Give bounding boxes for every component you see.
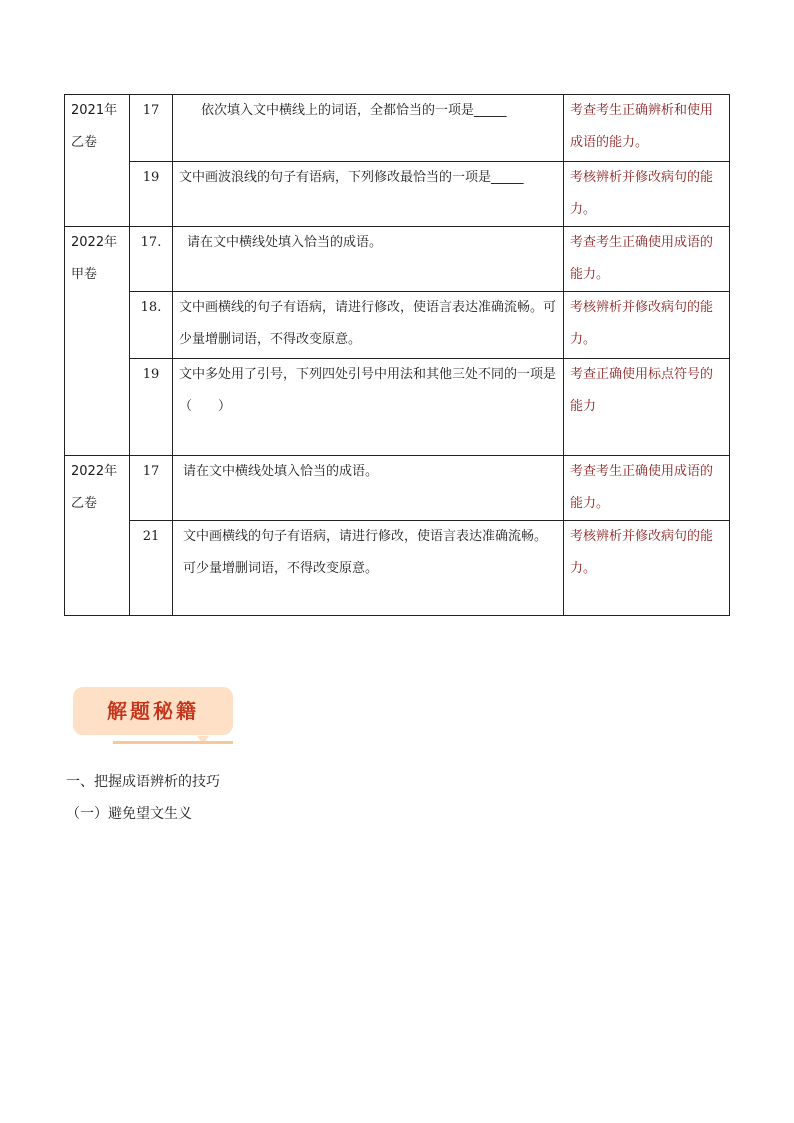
question-number: 21 [130, 521, 173, 616]
subsection-title: （一）避免望文生义 [66, 806, 192, 822]
paper-label: 乙卷 [71, 496, 98, 511]
year-label: 2022年 [71, 464, 118, 479]
table-row [65, 292, 730, 359]
table-row [65, 95, 730, 162]
ability-text: 考查考生正确辨析和使用成语的能力。 [564, 95, 730, 162]
table-row [65, 227, 730, 292]
year-cell [65, 95, 130, 227]
ability-text: 考查正确使用标点符号的能力 [564, 359, 730, 456]
year-label: 2022年 [71, 235, 118, 250]
section-title: 一、把握成语辨析的技巧 [66, 774, 220, 790]
table-row [65, 359, 730, 456]
section-heading-badge [73, 687, 233, 737]
question-number: 19 [130, 359, 173, 456]
question-text: 请在文中横线处填入恰当的成语。 [173, 456, 564, 521]
question-number: 17 [130, 95, 173, 162]
ability-text: 考核辨析并修改病句的能力。 [564, 162, 730, 227]
question-number: 18. [130, 292, 173, 359]
question-text: 文中画波浪线的句子有语病，下列修改最恰当的一项是_____ [173, 162, 564, 227]
table-row [65, 521, 730, 616]
year-label: 2021年 [71, 103, 118, 118]
ability-text: 考核辨析并修改病句的能力。 [564, 292, 730, 359]
paper-label: 乙卷 [71, 135, 98, 150]
ability-text: 考查考生正确使用成语的能力。 [564, 227, 730, 292]
exam-analysis-table [64, 94, 730, 616]
question-number: 19 [130, 162, 173, 227]
heading-title: 解题秘籍 [107, 699, 199, 723]
ability-text: 考查考生正确使用成语的能力。 [564, 456, 730, 521]
question-text: 文中画横线的句子有语病，请进行修改，使语言表达准确流畅。可少量增删词语，不得改变原意。 [173, 521, 564, 616]
question-number: 17. [130, 227, 173, 292]
table-row [65, 162, 730, 227]
heading-underline [113, 741, 233, 744]
question-number: 17 [130, 456, 173, 521]
year-cell [65, 456, 130, 616]
table-row [65, 456, 730, 521]
question-text: 请在文中横线处填入恰当的成语。 [173, 227, 564, 292]
paper-label: 甲卷 [71, 267, 98, 282]
question-text: 文中画横线的句子有语病，请进行修改，使语言表达准确流畅。可少量增删词语，不得改变原意。 [173, 292, 564, 359]
question-text: 依次填入文中横线上的词语，全都恰当的一项是_____ [173, 95, 564, 162]
year-cell [65, 227, 130, 456]
ability-text: 考核辨析并修改病句的能力。 [564, 521, 730, 616]
question-text: 文中多处用了引号，下列四处引号中用法和其他三处不同的一项是（ ） [173, 359, 564, 456]
